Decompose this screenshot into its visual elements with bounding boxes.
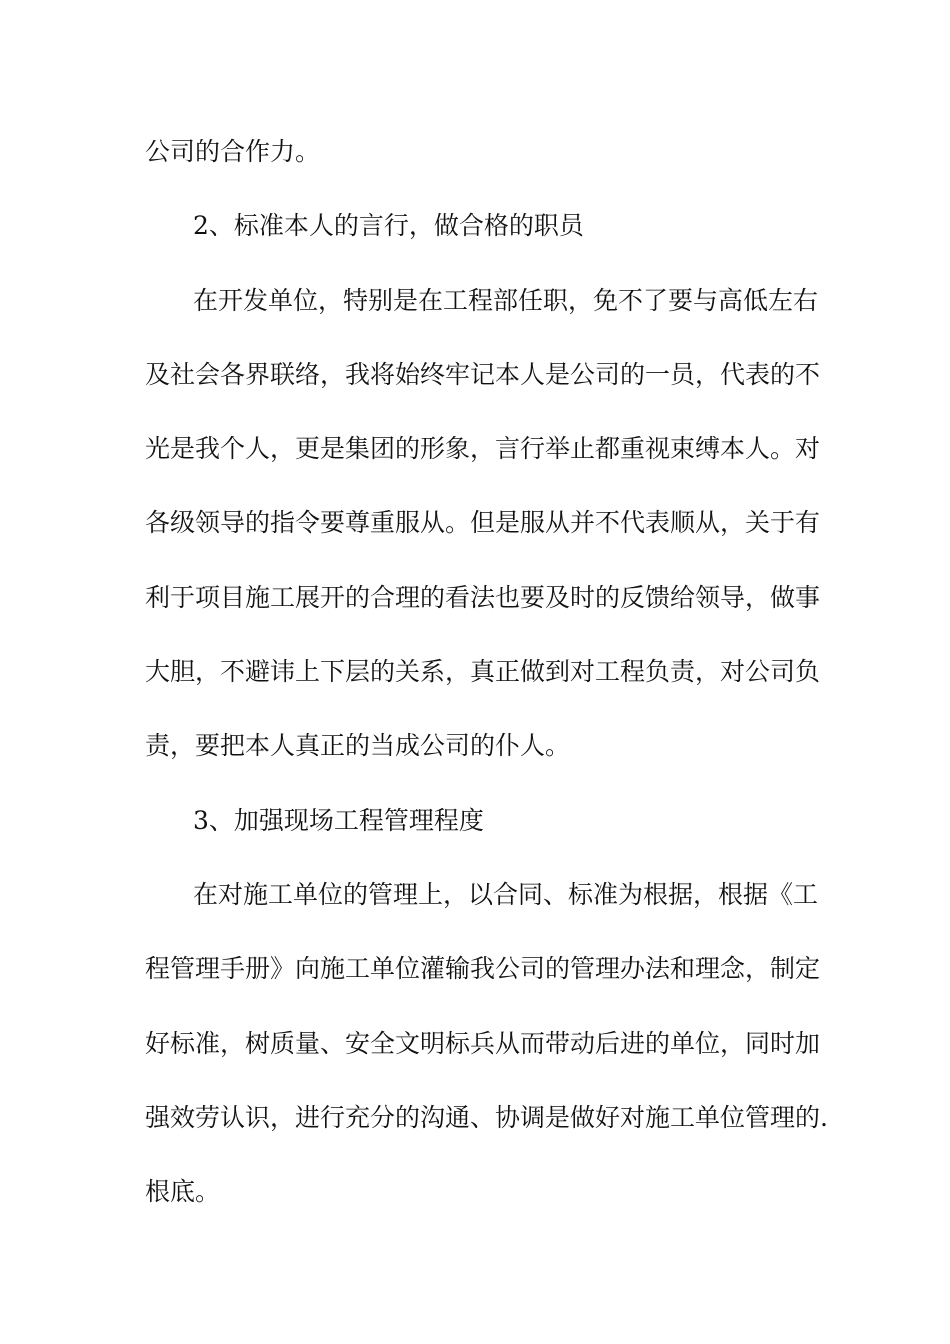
paragraph-line: 在开发单位，特别是在工程部任职，免不了要与高低左右 — [193, 285, 819, 315]
section-heading: 2、标准本人的言行，做合格的职员 — [193, 211, 584, 241]
paragraph-line: 在对施工单位的管理上，以合同、标准为根据，根据《工 — [193, 879, 819, 909]
paragraph-line: 光是我个人，更是集团的形象，言行举止都重视束缚本人。对 — [145, 434, 821, 464]
paragraph-line: 公司的合作力。 — [145, 137, 321, 166]
paragraph-line: 根底。 — [145, 1177, 221, 1207]
paragraph-line: 强效劳认识，进行充分的沟通、协调是做好对施工单位管理的. — [145, 1102, 828, 1132]
paragraph-line: 各级领导的指令要尊重服从。但是服从并不代表顺从，关于有 — [145, 508, 821, 538]
paragraph-line: 程管理手册》向施工单位灌输我公司的管理办法和理念，制定 — [145, 954, 821, 984]
paragraph-line: 责，要把本人真正的当成公司的仆人。 — [145, 731, 571, 761]
document-body — [145, 122, 828, 1236]
paragraph-line: 好标准，树质量、安全文明标兵从而带动后进的单位，同时加 — [145, 1028, 821, 1058]
paragraph-line: 及社会各界联络，我将始终牢记本人是公司的一员，代表的不 — [145, 359, 821, 389]
section-heading: 3、加强现场工程管理程度 — [193, 805, 484, 835]
paragraph-line: 利于项目施工展开的合理的看法也要及时的反馈给领导，做事 — [145, 582, 821, 612]
paragraph-line: 大胆，不避讳上下层的关系，真正做到对工程负责，对公司负 — [145, 657, 821, 687]
